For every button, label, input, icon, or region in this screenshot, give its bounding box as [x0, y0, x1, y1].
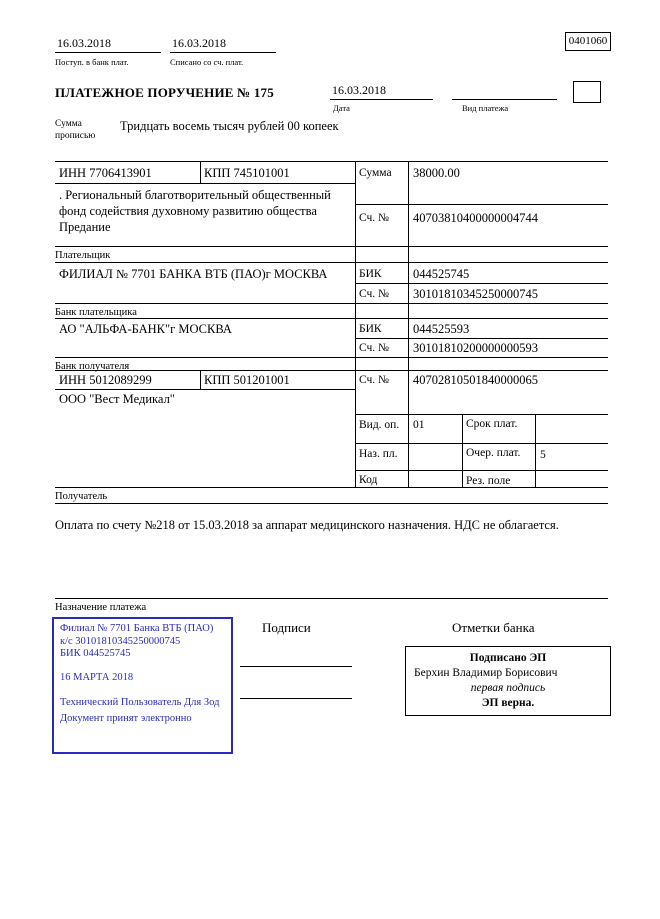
grid-line	[200, 161, 201, 184]
esign-signer-name: Берхин Владимир Борисович	[414, 667, 558, 679]
payer-inn: ИНН 7706413901	[59, 166, 152, 180]
signature-line	[240, 698, 352, 699]
beneficiary-bank-account: 30101810200000000593	[413, 341, 538, 355]
ocher-plat-value: 5	[540, 449, 546, 461]
grid-line	[55, 262, 608, 263]
amount-words-label-line1: Сумма	[55, 119, 82, 129]
grid-line	[535, 414, 536, 488]
payer-bank-name: ФИЛИАЛ № 7701 БАНКА ВТБ (ПАО)г МОСКВА	[59, 267, 328, 281]
grid-line	[355, 283, 608, 284]
grid-line	[55, 487, 608, 488]
payer-bank-bik: 044525745	[413, 267, 470, 281]
grid-line	[55, 389, 356, 390]
signatures-label: Подписи	[262, 620, 311, 635]
signature-line	[240, 666, 352, 667]
grid-line	[55, 318, 608, 319]
grid-line	[355, 414, 608, 415]
beneficiary-kpp: КПП 501201001	[204, 373, 290, 387]
payer-section-label: Плательщик	[55, 250, 111, 261]
debited-date-label: Списано со сч. плат.	[170, 57, 244, 67]
stamp-corr-account: к/с 30101810345250000745	[60, 635, 181, 647]
beneficiary-bank-name: АО "АЛЬФА-БАНК"г МОСКВА	[59, 322, 232, 336]
grid-line	[355, 443, 608, 444]
beneficiary-bank-section-label: Банк получателя	[55, 361, 130, 372]
beneficiary-account-label: Сч. №	[359, 374, 390, 386]
payer-bank-account: 30101810345250000745	[413, 287, 538, 301]
debited-date-value: 16.03.2018	[172, 36, 226, 50]
received-date-value: 16.03.2018	[57, 36, 111, 50]
purpose-label: Назначение платежа	[55, 602, 147, 613]
grid-line	[55, 357, 608, 358]
document-date-value: 16.03.2018	[332, 83, 386, 97]
esign-title: Подписано ЭП	[469, 652, 547, 664]
ocher-plat-label: Очер. плат.	[466, 447, 521, 459]
vid-op-label: Вид. оп.	[359, 419, 400, 431]
bank-marks-label: Отметки банка	[452, 620, 535, 635]
payer-kpp: КПП 745101001	[204, 166, 290, 180]
esignature-box	[405, 646, 611, 716]
grid-line	[55, 161, 608, 162]
document-date-field	[330, 83, 433, 100]
esign-subtitle: первая подпись	[470, 682, 546, 694]
form-code-box: 0401060	[565, 32, 611, 51]
grid-line	[55, 246, 608, 247]
grid-line	[55, 370, 608, 371]
status-box	[573, 81, 601, 103]
document-date-label: Дата	[333, 103, 350, 113]
beneficiary-bank-bik: 044525593	[413, 322, 470, 336]
grid-line	[355, 338, 608, 339]
payment-kind-label: Вид платежа	[462, 103, 509, 113]
beneficiary-inn: ИНН 5012089299	[59, 373, 152, 387]
grid-line	[355, 204, 608, 205]
srok-plat-label: Срок плат.	[466, 418, 518, 430]
stamp-bik: БИК 044525745	[60, 648, 131, 659]
beneficiary-bank-account-label: Сч. №	[359, 342, 390, 354]
payer-name: . Региональный благотворительный общественный фонд содействия духовному развитию общества Предание	[59, 188, 331, 234]
bank-stamp	[52, 617, 233, 754]
amount-words-label-line2: прописью	[55, 131, 96, 141]
grid-line	[355, 470, 608, 471]
payer-account: 40703810400000004744	[413, 211, 538, 225]
stamp-user: Технический Пользователь Для Зод	[60, 697, 220, 708]
grid-line	[55, 503, 608, 504]
vid-op-value: 01	[413, 419, 425, 431]
beneficiary-bank-bik-label: БИК	[359, 323, 382, 335]
kod-label: Код	[359, 474, 378, 486]
debited-date-field	[170, 36, 276, 53]
grid-line	[408, 161, 409, 488]
purpose-text: Оплата по счету №218 от 15.03.2018 за аппарат медицинского назначения. НДС не облагается.	[55, 518, 559, 532]
beneficiary-section-label: Получатель	[55, 491, 108, 502]
grid-line	[55, 303, 608, 304]
grid-line	[462, 414, 463, 488]
payer-bank-account-label: Сч. №	[359, 288, 390, 300]
esign-verdict: ЭП верна.	[481, 697, 535, 709]
naz-pl-label: Наз. пл.	[359, 448, 398, 460]
received-date-field	[55, 36, 161, 53]
stamp-note: Документ принят электронно	[60, 712, 192, 724]
grid-line	[355, 161, 356, 488]
payer-bank-bik-label: БИК	[359, 268, 382, 280]
payer-bank-section-label: Банк плательщика	[55, 307, 137, 318]
stamp-bank-name: Филиал № 7701 Банка ВТБ (ПАО)	[60, 623, 214, 634]
grid-line	[200, 370, 201, 390]
received-date-label: Поступ. в банк плат.	[55, 57, 129, 67]
rez-pole-label: Рез. поле	[466, 475, 511, 487]
grid-line	[55, 598, 608, 599]
sum-label: Сумма	[359, 167, 392, 179]
beneficiary-account: 40702810501840000065	[413, 373, 538, 387]
sum-value: 38000.00	[413, 166, 460, 180]
payer-account-label: Сч. №	[359, 212, 390, 224]
document-title: ПЛАТЕЖНОЕ ПОРУЧЕНИЕ № 175	[55, 85, 274, 100]
grid-line	[55, 183, 356, 184]
payment-kind-field	[452, 83, 557, 100]
amount-words-value: Тридцать восемь тысяч рублей 00 копеек	[120, 119, 339, 133]
stamp-date: 16 МАРТА 2018	[60, 671, 134, 683]
beneficiary-name: ООО "Вест Медикал"	[59, 392, 175, 406]
